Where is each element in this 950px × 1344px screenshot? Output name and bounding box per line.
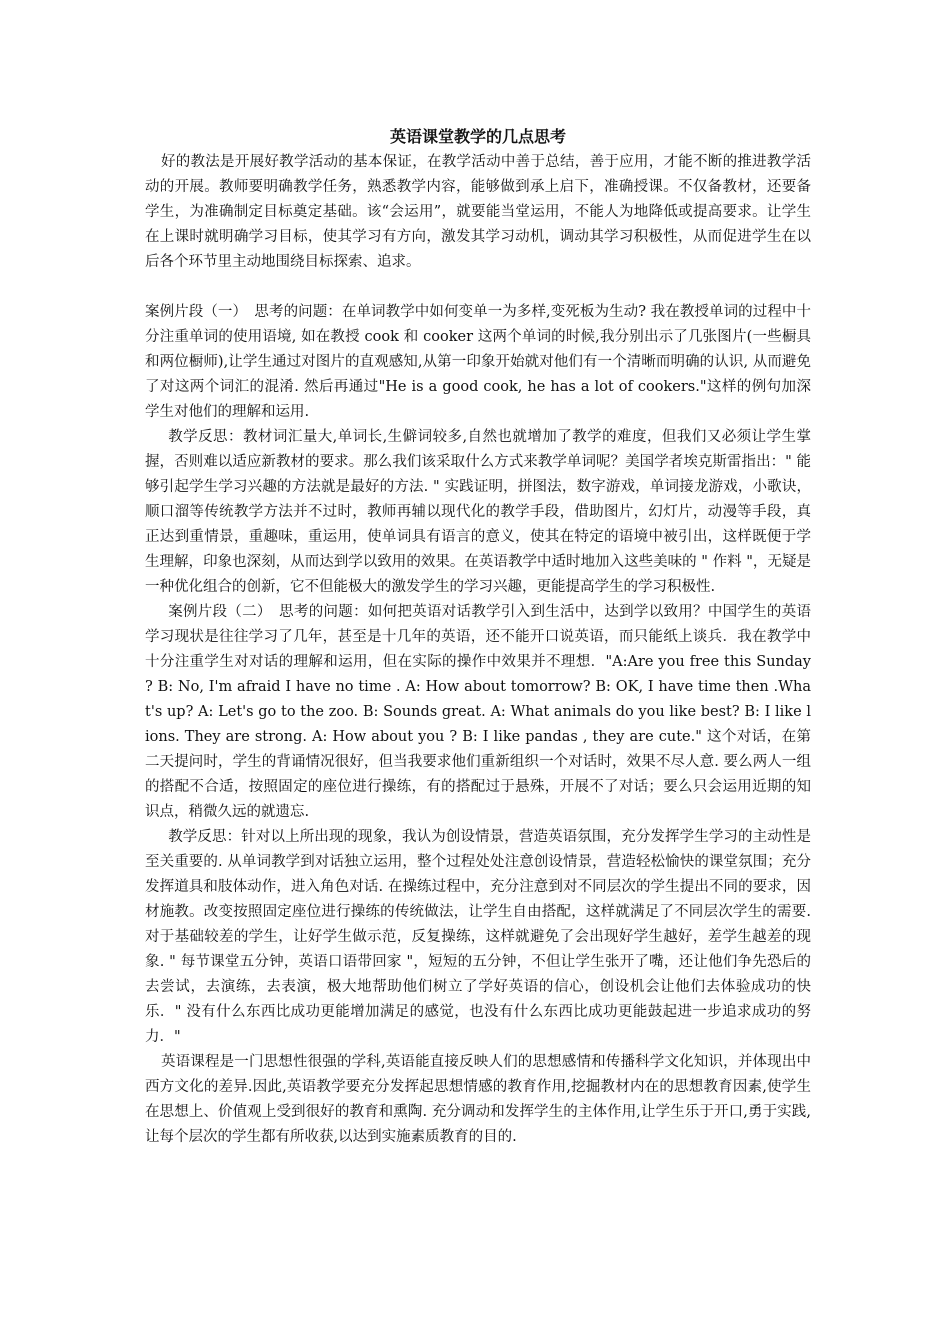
document-title: 英语课堂教学的几点思考 [389,127,566,146]
case-one-paragraph: 案例片段（一） 思考的问题：在单词教学中如何变单一为多样,变死板为生动? 我在教授单词的过程中十分注重单词的使用语境, 如在教授 cook 和 cooker 这两个单词的时候,我分别出示了几张图片(一些橱具和两位橱师),让学生通过对图片的直观感知,从第一印象开始就对他们有一个清晰而明确的认识, 从而避免了对这两个词汇的混淆. 然后再通过"He is a good cook, he has a lot of cookers."这样的例句加深学生对他们的理解和运用. [145,304,811,420]
reflection-one-paragraph: 教学反思：教材词汇量大,单词长,生僻词较多,自然也就增加了教学的难度，但我们又必须让学生掌握，否则难以适应新教材的要求。那么我们该采取什么方式来教学单词呢？美国学者埃克斯雷指出：" 能够引起学生学习兴趣的方法就是最好的方法. " 实践证明，拼图法，数字游戏，单词接龙游戏，小歌诀，顺口溜等传统教学方法并不过时，教师再辅以现代化的教学手段，借助图片，幻灯片，动漫等手段，真正达到重情景，重趣味，重运用，使单词具有语言的意义，使其在特定的语境中被引出，这样既便于学生理解，印象也深刻，从而达到学以致用的效果。在英语教学中适时地加入这些美味的 " 作料 "，无疑是一种优化组合的创新，它不但能极大的激发学生的学习兴趣，更能提高学生的学习积极性. [145,429,811,595]
conclusion-paragraph: 英语课程是一门思想性很强的学科,英语能直接反映人们的思想感情和传播科学文化知识，并体现出中西方文化的差异.因此,英语教学要充分发挥起思想情感的教育作用,挖掘教材内在的思想教育因素,使学生在思想上、价值观上受到很好的教育和熏陶. 充分调动和发挥学生的主体作用,让学生乐于开口,勇于实践,让每个层次的学生都有所收获,以达到实施素质教育的目的. [145,1054,811,1145]
reflection-two-paragraph: 教学反思：针对以上所出现的现象，我认为创设情景，营造英语氛围，充分发挥学生学习的主动性是至关重要的. 从单词教学到对话独立运用，整个过程处处注意创设情景，营造轻松愉快的课堂氛围；充分发挥道具和肢体动作，进入角色对话. 在操练过程中，充分注意到对不同层次的学生提出不同的要求，因材施教。改变按照固定座位进行操练的传统做法，让学生自由搭配，这样就满足了不同层次学生的需要. 对于基础较差的学生，让好学生做示范，反复操练，这样就避免了会出现好学生越好，差学生越差的现象. " 每节课堂五分钟，英语口语带回家 "，短短的五分钟，不但让学生张开了嘴，还让他们争先恐后的去尝试，去演练，去表演，极大地帮助他们树立了学好英语的信心，创设机会让他们去体验成功的快乐．" 没有什么东西比成功更能增加满足的感觉，也没有什么东西比成功更能鼓起进一步追求成功的努力．" [145,829,811,1045]
intro-paragraph: 好的教法是开展好教学活动的基本保证，在教学活动中善于总结，善于应用，才能不断的推进教学活动的开展。教师要明确教学任务，熟悉教学内容，能够做到承上启下，准确授课。不仅备教材，还要备学生，为准确制定目标奠定基础。该“会运用”，就要能当堂运用，不能人为地降低或提高要求。让学生在上课时就明确学习目标，使其学习有方向，激发其学习动机，调动其学习积极性，从而促进学生在以后各个环节里主动地围绕目标探索、追求。 [145,154,811,270]
case-two-paragraph: 案例片段（二） 思考的问题：如何把英语对话教学引入到生活中，达到学以致用？中国学生的英语学习现状是往往学习了几年，甚至是十几年的英语，还不能开口说英语，而只能纸上谈兵．我在教学中十分注重学生对对话的理解和运用，但在实际的操作中效果并不理想．"A:Are you free this Sunday ? B: No, I'm afraid I have no time . A: How about tomorrow? B: OK, I have time then .What's up? A: Let's go to the zoo. B: Sounds great. A: What animals do you like best? B: I like lions. They are strong. A: How about you ? B: I like pandas , they are cute." 这个对话，在第二天提问时，学生的背诵情况很好，但当我要求他们重新组织一个对话时，效果不尽人意. 要么两人一组的搭配不合适，按照固定的座位进行操练，有的搭配过于悬殊，开展不了对话；要么只会运用近期的知识点，稍微久远的就遗忘. [145,604,811,820]
document-body [145,124,811,1150]
paragraph-spacer [145,275,811,300]
